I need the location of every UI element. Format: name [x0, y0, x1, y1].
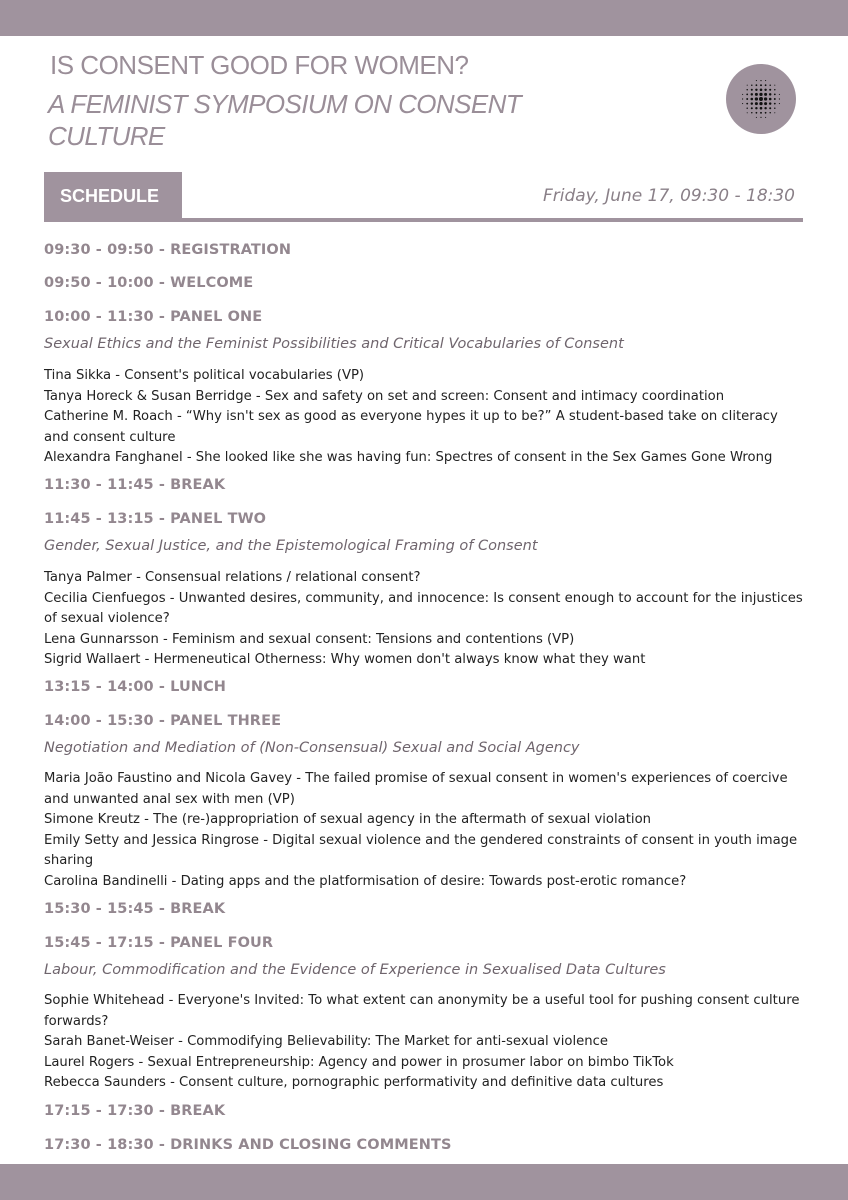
talk-item: Cecilia Cienfuegos - Unwanted desires, community, and innocence: Is consent enough to account for the injustices of sexual violence?: [44, 590, 803, 626]
event-date: Friday, June 17, 09:30 - 18:30: [542, 186, 795, 206]
talk-list: [44, 769, 804, 892]
page-subtitle: A FEMINIST SYMPOSIUM ON CONSENT CULTURE: [48, 89, 522, 151]
talk-item: Sarah Banet-Weiser - Commodifying Believability: The Market for anti-sexual violence: [44, 1034, 608, 1049]
talk-item: Simone Kreutz - The (re-)appropriation of sexual agency in the aftermath of sexual violation: [44, 812, 652, 827]
bottom-band: [0, 1164, 848, 1200]
page-title: IS CONSENT GOOD FOR WOMEN?: [50, 50, 469, 80]
panel-title: Labour, Commodification and the Evidence of Experience in Sexualised Data Cultures: [44, 962, 666, 978]
schedule-tab: SCHEDULE: [44, 172, 182, 220]
talk-item: Tanya Horeck & Susan Berridge - Sex and safety on set and screen: Consent and intimacy coordination: [44, 388, 725, 404]
talk-item: Catherine M. Roach - “Why isn't sex as good as everyone hypes it up to be?” A student-based take on cliteracy and consent culture: [44, 409, 778, 445]
talk-item: Maria João Faustino and Nicola Gavey - The failed promise of sexual consent in women's experiences of coercive and unwanted anal sex with men (VP): [44, 771, 788, 807]
talk-item: Tanya Palmer - Consensual relations / relational consent?: [44, 570, 421, 585]
session-time: 11:45 - 13:15 - PANEL TWO: [44, 511, 267, 527]
talk-item: Tina Sikka - Consent's political vocabularies (VP): [44, 368, 365, 383]
talk-list: [44, 991, 804, 1094]
talk-item: Laurel Rogers - Sexual Entrepreneurship: Agency and power in prosumer labor on bimbo TikTok: [44, 1054, 674, 1070]
talk-list: [44, 568, 804, 671]
session-time: 17:30 - 18:30 - DRINKS AND CLOSING COMMENTS: [44, 1137, 452, 1153]
talk-item: Sigrid Wallaert - Hermeneutical Otherness: Why women don't always know what they want: [44, 652, 646, 667]
panel-title: Sexual Ethics and the Feminist Possibilities and Critical Vocabularies of Consent: [44, 336, 624, 352]
talk-item: Emily Setty and Jessica Ringrose - Digital sexual violence and the gendered constraints of consent in youth image sharing: [44, 832, 798, 868]
session-time: 10:00 - 11:30 - PANEL ONE: [44, 309, 263, 325]
talk-list: [44, 366, 804, 469]
talk-item: Alexandra Fanghanel - She looked like she was having fun: Spectres of consent in the Sex Games Gone Wrong: [44, 450, 773, 465]
session-time: 14:00 - 15:30 - PANEL THREE: [44, 713, 282, 729]
session-time: 15:30 - 15:45 - BREAK: [44, 901, 226, 917]
session-time: 17:15 - 17:30 - BREAK: [44, 1103, 226, 1119]
talk-item: Rebecca Saunders - Consent culture, pornographic performativity and definitive data cultures: [44, 1075, 664, 1090]
panel-title: Negotiation and Mediation of (Non-Consensual) Sexual and Social Agency: [44, 740, 580, 756]
panel-title: Gender, Sexual Justice, and the Epistemological Framing of Consent: [44, 538, 538, 554]
talk-item: Carolina Bandinelli - Dating apps and the platformisation of desire: Towards post-erotic romance?: [44, 873, 687, 889]
session-time: 11:30 - 11:45 - BREAK: [44, 477, 226, 493]
session-time: 09:30 - 09:50 - REGISTRATION: [44, 242, 292, 258]
talk-item: Sophie Whitehead - Everyone's Invited: To what extent can anonymity be a useful tool for pushing consent culture forwards?: [44, 993, 800, 1029]
talk-item: Lena Gunnarsson - Feminism and sexual consent: Tensions and contentions (VP): [44, 631, 575, 647]
session-time: 15:45 - 17:15 - PANEL FOUR: [44, 935, 274, 951]
session-time: 13:15 - 14:00 - LUNCH: [44, 679, 227, 695]
session-time: 09:50 - 10:00 - WELCOME: [44, 275, 254, 291]
